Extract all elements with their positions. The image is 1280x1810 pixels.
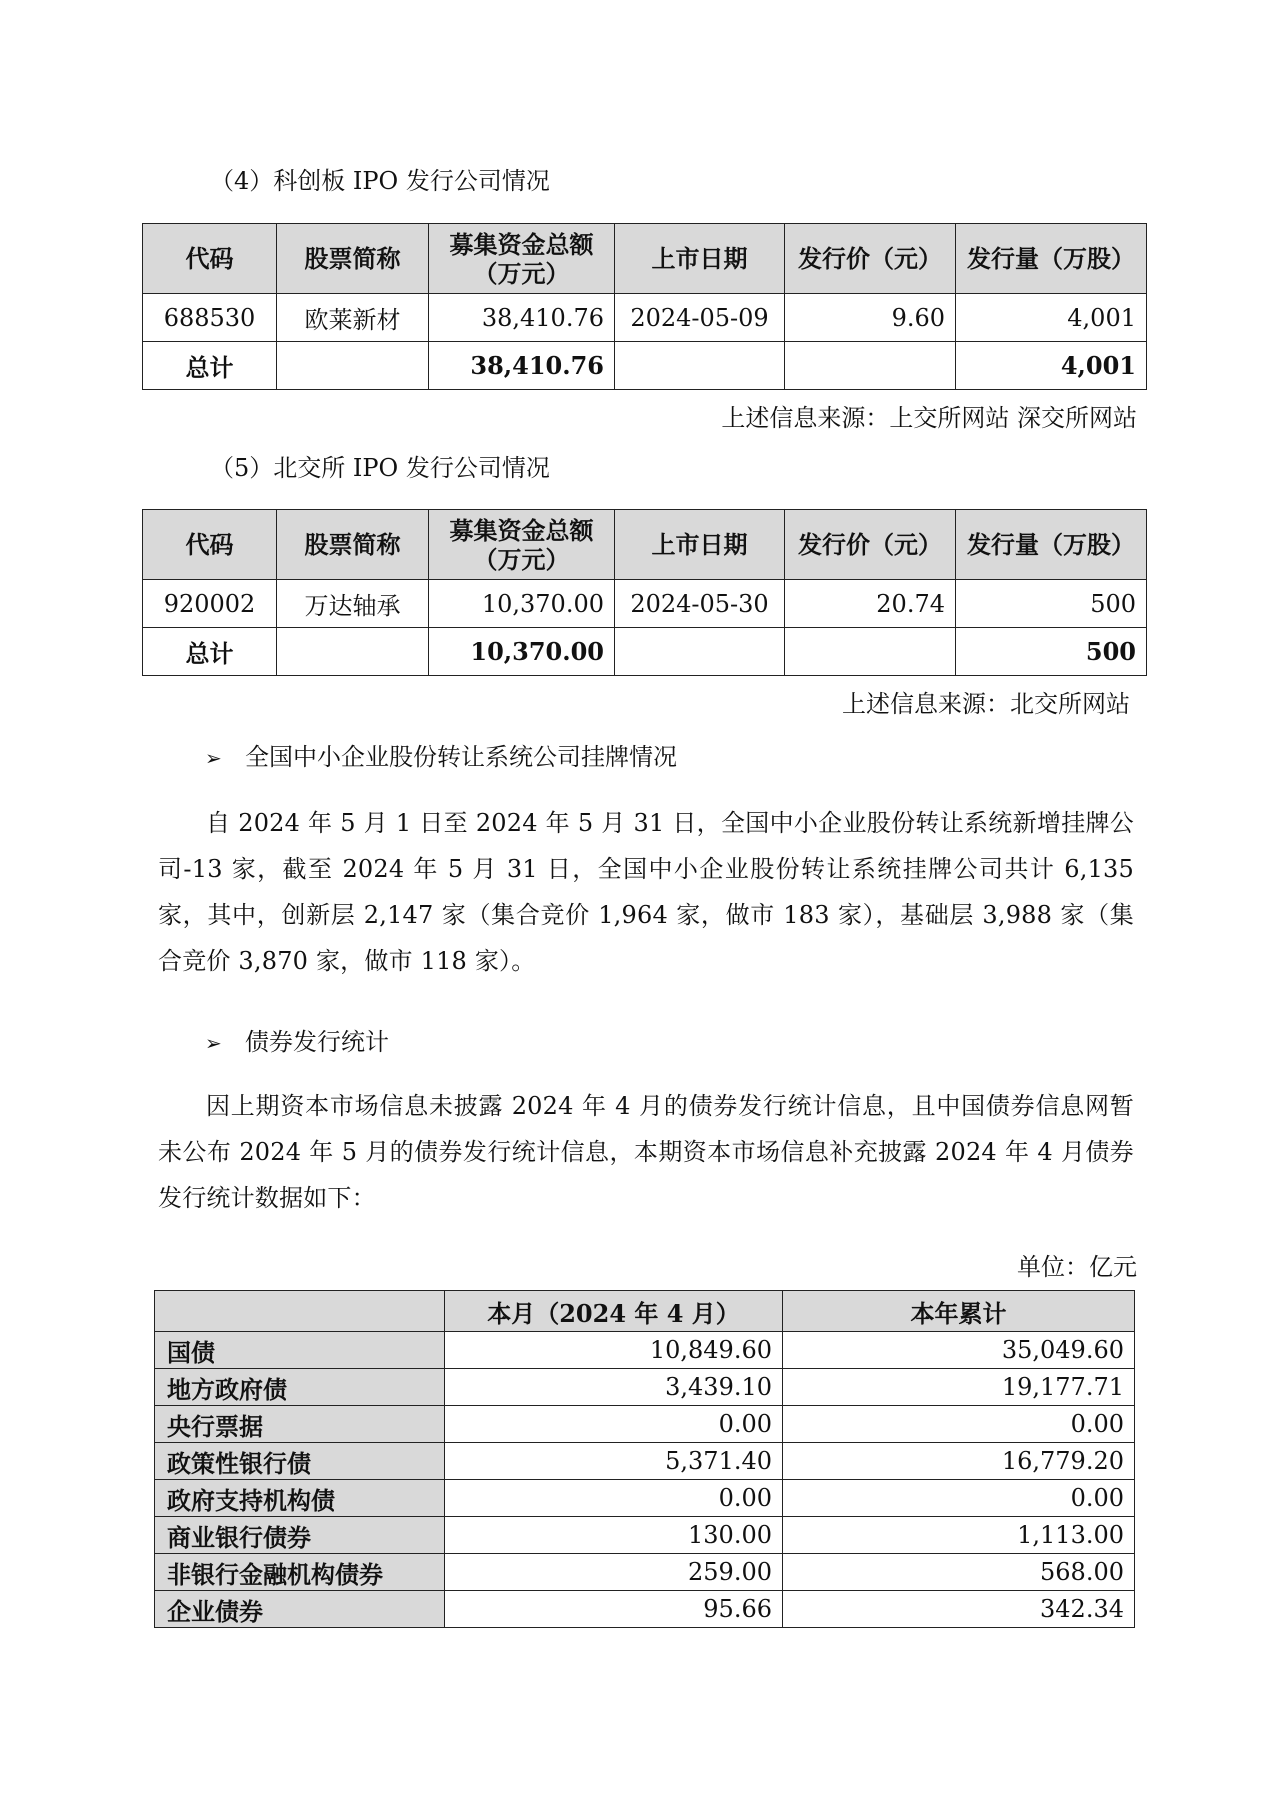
arrow-bullet-icon: ➢ (205, 746, 222, 770)
cell-name: 万达轴承 (277, 580, 429, 628)
table-total-row (143, 342, 1147, 390)
table-total-row (143, 628, 1147, 676)
cell-price: 9.60 (785, 294, 956, 342)
cell-ytd: 568.00 (783, 1554, 1135, 1591)
bonds-unit-label: 单位：亿元 (1017, 1253, 1137, 1281)
neeq-paragraph-text: 自 2024 年 5 月 1 日至 2024 年 5 月 31 日，全国中小企业股份转让系统新增挂牌公司-13 家，截至 2024 年 5 月 31 日，全国中小企业股份转让系统挂牌公司共计 6,135 家，其中，创新层 2,147 家（集合竞价 1,964 家，做市 183 家），基础层 3,988 家（集合竞价 3,870 家，做市 118 家）。 (158, 809, 1134, 975)
cell-ytd: 0.00 (783, 1406, 1135, 1443)
total-amount: 38,410.76 (429, 342, 615, 390)
total-empty (277, 628, 429, 676)
cell-price: 20.74 (785, 580, 956, 628)
table-row (155, 1443, 1135, 1480)
table-header-row (143, 510, 1147, 580)
total-amount: 10,370.00 (429, 628, 615, 676)
bonds-bullet-heading (205, 1026, 389, 1059)
total-label: 总计 (143, 342, 277, 390)
table-row (155, 1591, 1135, 1628)
cell-code: 920002 (143, 580, 277, 628)
cell-ytd: 16,779.20 (783, 1443, 1135, 1480)
cell-ytd: 0.00 (783, 1480, 1135, 1517)
cell-month: 5,371.40 (445, 1443, 783, 1480)
row-label: 商业银行债券 (155, 1517, 445, 1554)
bjs-section-title: （5）北交所 IPO 发行公司情况 (210, 454, 550, 482)
header-amount: 募集资金总额（万元） (429, 510, 615, 580)
table-row (155, 1517, 1135, 1554)
table-row (143, 294, 1147, 342)
total-empty (277, 342, 429, 390)
header-code: 代码 (143, 224, 277, 294)
cell-date: 2024-05-30 (615, 580, 785, 628)
cell-month: 130.00 (445, 1517, 783, 1554)
table-row (155, 1332, 1135, 1369)
table-header-row (143, 224, 1147, 294)
row-label: 国债 (155, 1332, 445, 1369)
total-volume: 500 (956, 628, 1147, 676)
total-empty (785, 342, 956, 390)
header-blank (155, 1291, 445, 1332)
arrow-bullet-icon: ➢ (205, 1031, 222, 1055)
row-label: 政府支持机构债 (155, 1480, 445, 1517)
bonds-paragraph-text: 因上期资本市场信息未披露 2024 年 4 月的债券发行统计信息，且中国债券信息网暂未公布 2024 年 5 月的债券发行统计信息，本期资本市场信息补充披露 2024 年 4 月债券发行统计数据如下： (158, 1092, 1134, 1212)
cell-name: 欧莱新材 (277, 294, 429, 342)
bond-issuance-table (154, 1290, 1135, 1628)
kcb-ipo-table (142, 223, 1147, 390)
bjs-source-note: 上述信息来源：北交所网站 (842, 690, 1130, 718)
table-row (143, 580, 1147, 628)
header-ytd: 本年累计 (783, 1291, 1135, 1332)
table-header-row (155, 1291, 1135, 1332)
cell-ytd: 35,049.60 (783, 1332, 1135, 1369)
total-empty (615, 628, 785, 676)
header-date: 上市日期 (615, 510, 785, 580)
row-label: 政策性银行债 (155, 1443, 445, 1480)
row-label: 非银行金融机构债券 (155, 1554, 445, 1591)
cell-amount: 10,370.00 (429, 580, 615, 628)
header-date: 上市日期 (615, 224, 785, 294)
total-label: 总计 (143, 628, 277, 676)
bjs-ipo-table (142, 509, 1147, 676)
neeq-bullet-text: 全国中小企业股份转让系统公司挂牌情况 (245, 743, 677, 771)
table-row (155, 1369, 1135, 1406)
cell-amount: 38,410.76 (429, 294, 615, 342)
cell-volume: 500 (956, 580, 1147, 628)
row-label: 央行票据 (155, 1406, 445, 1443)
kcb-section-title: （4）科创板 IPO 发行公司情况 (210, 167, 550, 195)
header-name: 股票简称 (277, 510, 429, 580)
cell-month: 0.00 (445, 1406, 783, 1443)
neeq-paragraph (158, 800, 1134, 984)
table-row (155, 1406, 1135, 1443)
kcb-source-note: 上述信息来源：上交所网站 深交所网站 (721, 404, 1137, 432)
cell-month: 3,439.10 (445, 1369, 783, 1406)
header-volume: 发行量（万股） (956, 510, 1147, 580)
cell-ytd: 1,113.00 (783, 1517, 1135, 1554)
cell-month: 259.00 (445, 1554, 783, 1591)
header-price: 发行价（元） (785, 510, 956, 580)
cell-code: 688530 (143, 294, 277, 342)
total-empty (615, 342, 785, 390)
table-row (155, 1554, 1135, 1591)
header-month: 本月（2024 年 4 月） (445, 1291, 783, 1332)
neeq-bullet-heading (205, 741, 677, 774)
cell-ytd: 19,177.71 (783, 1369, 1135, 1406)
header-name: 股票简称 (277, 224, 429, 294)
cell-month: 10,849.60 (445, 1332, 783, 1369)
cell-date: 2024-05-09 (615, 294, 785, 342)
row-label: 地方政府债 (155, 1369, 445, 1406)
row-label: 企业债券 (155, 1591, 445, 1628)
header-amount: 募集资金总额（万元） (429, 224, 615, 294)
cell-volume: 4,001 (956, 294, 1147, 342)
bonds-paragraph (158, 1083, 1134, 1221)
bonds-bullet-text: 债券发行统计 (245, 1028, 389, 1056)
cell-month: 95.66 (445, 1591, 783, 1628)
header-code: 代码 (143, 510, 277, 580)
total-empty (785, 628, 956, 676)
header-price: 发行价（元） (785, 224, 956, 294)
table-row (155, 1480, 1135, 1517)
header-volume: 发行量（万股） (956, 224, 1147, 294)
cell-ytd: 342.34 (783, 1591, 1135, 1628)
cell-month: 0.00 (445, 1480, 783, 1517)
total-volume: 4,001 (956, 342, 1147, 390)
